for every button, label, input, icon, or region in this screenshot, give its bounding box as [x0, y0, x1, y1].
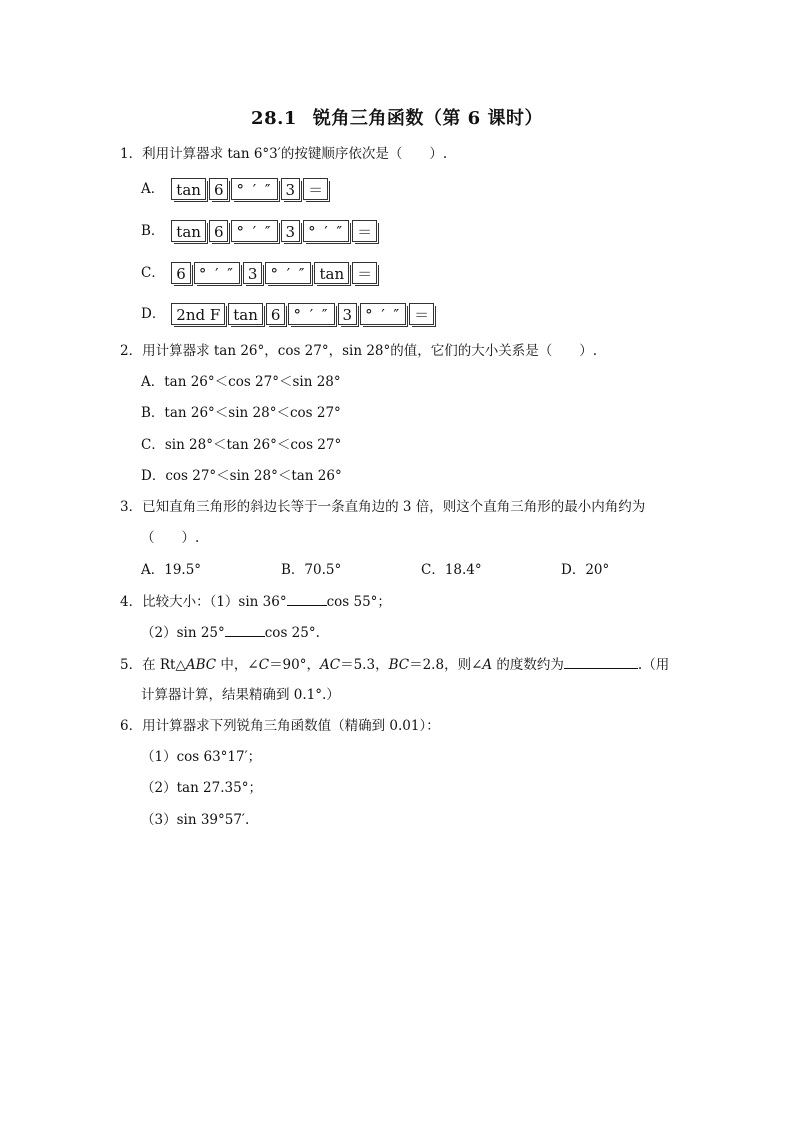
calculator-key: tan — [314, 262, 349, 284]
q1-option-d — [141, 303, 434, 325]
q1-option-a — [141, 178, 328, 200]
q5-text: 5．在 Rt△ — [120, 657, 186, 673]
question-2-stem: 2．用计算器求 tan 26°，cos 27°，sin 28°的值，它们的大小关系是（ ）. — [120, 343, 598, 359]
option-label: A． — [141, 180, 165, 197]
key-sequence — [171, 262, 377, 284]
q5-side-bc: BC — [388, 657, 410, 673]
calculator-key: ＝ — [352, 220, 377, 242]
calculator-key: 3 — [281, 220, 301, 242]
calculator-key: 2nd F — [171, 303, 225, 325]
q6-item-1: （1）cos 63°17′； — [141, 749, 262, 765]
answer-blank — [225, 622, 265, 637]
question-5-line-1 — [120, 654, 669, 675]
q5-text: ＝5.3， — [340, 657, 389, 673]
calculator-key: tan — [171, 178, 206, 200]
q5-angle-a: A — [482, 657, 493, 673]
q5-text: ＝90°， — [269, 657, 320, 673]
q5-triangle-name: ABC — [185, 657, 217, 673]
q5-side-ac: AC — [320, 657, 341, 673]
section-number: 28.1 — [251, 108, 297, 129]
q2-option-b: B．tan 26°＜sin 28°＜cos 27° — [141, 405, 341, 421]
q3-option-b: B．70.5° — [281, 562, 342, 578]
q5-text: 的度数约为 — [492, 657, 564, 673]
q1-option-b — [141, 220, 377, 242]
calculator-key: tan — [228, 303, 263, 325]
page-title — [0, 104, 794, 130]
question-3-answer-paren: （ ）. — [141, 530, 200, 546]
calculator-key: ° ′ ″ — [288, 303, 334, 325]
q4-part1-left: 4．比较大小：（1）sin 36° — [120, 594, 287, 610]
q5-angle-c: C — [258, 657, 270, 673]
calculator-key: 6 — [266, 303, 286, 325]
q2-option-d: D．cos 27°＜sin 28°＜tan 26° — [141, 468, 342, 484]
calculator-key: 6 — [209, 178, 229, 200]
q3-option-d: D．20° — [561, 562, 610, 578]
question-4-line-2 — [141, 622, 320, 643]
q2-option-a: A．tan 26°＜cos 27°＜sin 28° — [141, 374, 341, 390]
q1-option-c — [141, 262, 377, 284]
q2-option-c: C．sin 28°＜tan 26°＜cos 27° — [141, 437, 342, 453]
calculator-key: 6 — [171, 262, 191, 284]
calculator-key: ° ′ ″ — [360, 303, 406, 325]
calculator-key: 3 — [338, 303, 358, 325]
calculator-key: ＝ — [409, 303, 434, 325]
key-sequence — [171, 220, 377, 242]
q5-text: 中，∠ — [216, 657, 259, 673]
calculator-key: 3 — [281, 178, 301, 200]
q4-part2-left: （2）sin 25° — [141, 625, 225, 641]
q5-text: .（用 — [637, 657, 670, 673]
question-5-line-2: 计算器计算，结果精确到 0.1°.） — [141, 687, 340, 703]
answer-blank — [564, 654, 638, 669]
calculator-key: ° ′ ″ — [303, 220, 349, 242]
q4-part1-right: cos 55°； — [326, 594, 391, 610]
q3-option-c: C．18.4° — [421, 562, 482, 578]
q5-text: ＝2.8，则∠ — [409, 657, 483, 673]
calculator-key: ° ′ ″ — [231, 178, 277, 200]
calculator-key: ＝ — [352, 262, 377, 284]
key-sequence — [171, 178, 328, 200]
calculator-key: ° ′ ″ — [265, 262, 311, 284]
q6-item-3: （3）sin 39°57′. — [141, 812, 250, 828]
section-title: 锐角三角函数（第 6 课时） — [312, 108, 543, 129]
q6-item-2: （2）tan 27.35°； — [141, 780, 262, 796]
q3-option-a: A．19.5° — [141, 562, 202, 578]
question-4-line-1 — [120, 591, 391, 612]
option-label: D． — [141, 305, 166, 322]
calculator-key: ° ′ ″ — [231, 220, 277, 242]
calculator-key: ＝ — [303, 178, 328, 200]
option-label: B． — [141, 222, 165, 239]
question-6-stem: 6．用计算器求下列锐角三角函数值（精确到 0.01）： — [120, 718, 440, 734]
question-1-stem: 1．利用计算器求 tan 6°3′的按键顺序依次是（ ）. — [120, 146, 448, 162]
calculator-key: 3 — [243, 262, 263, 284]
calculator-key: 6 — [209, 220, 229, 242]
question-3-stem: 3．已知直角三角形的斜边长等于一条直角边的 3 倍，则这个直角三角形的最小内角约为 — [120, 499, 646, 515]
calculator-key: ° ′ ″ — [194, 262, 240, 284]
option-label: C． — [141, 264, 165, 281]
key-sequence — [171, 303, 434, 325]
calculator-key: tan — [171, 220, 206, 242]
q4-part2-right: cos 25°. — [264, 625, 320, 641]
answer-blank — [287, 591, 327, 606]
